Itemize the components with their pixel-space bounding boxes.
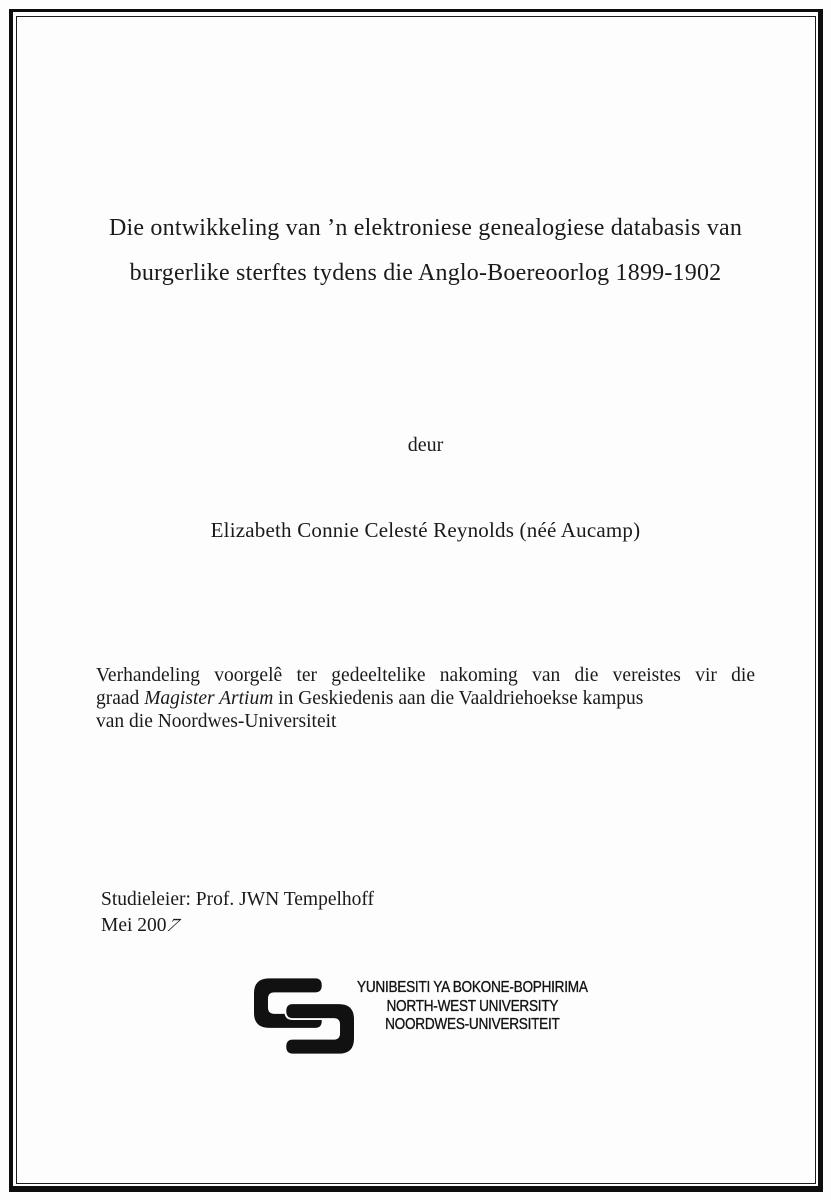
university-name-setswana: YUNIBESITI YA BOKONE-BOPHIRIMA bbox=[357, 979, 588, 996]
statement-line-2-post: in Geskiedenis aan die Vaaldriehoekse kampus bbox=[278, 688, 644, 709]
author-name: Elizabeth Connie Celesté Reynolds (néé Aucamp) bbox=[210, 518, 641, 542]
thesis-statement bbox=[96, 664, 755, 733]
degree-name-italic: Magister Artium bbox=[144, 688, 274, 709]
supervisor-block bbox=[101, 887, 755, 939]
thesis-title-line-1: Die ontwikkeling van ’n elektroniese genealogiese databasis van bbox=[108, 215, 743, 241]
statement-line-3: van die Noordwes-Universiteit bbox=[96, 711, 337, 732]
nwu-chain-links-icon bbox=[254, 978, 354, 1054]
university-name-english: NORTH-WEST UNIVERSITY bbox=[386, 997, 559, 1015]
date-prefix: Mei 200 bbox=[101, 915, 167, 936]
statement-line-2-pre: graad bbox=[96, 688, 140, 709]
thesis-title bbox=[96, 206, 755, 296]
page-content bbox=[16, 16, 815, 1184]
statement-line-1: Verhandeling voorgelê ter gedeeltelike nakoming van die vereistes vir die bbox=[96, 665, 755, 686]
date-last-digit: 7 bbox=[162, 915, 184, 936]
university-name-block bbox=[357, 979, 588, 1035]
statement-line-2 bbox=[96, 687, 755, 710]
byline-label: deur bbox=[407, 434, 444, 456]
university-logo bbox=[254, 978, 755, 1054]
date-line bbox=[101, 913, 755, 939]
thesis-title-line-2: burgerlike sterftes tydens die Anglo-Boereoorlog 1899-1902 bbox=[129, 260, 722, 286]
university-name-afrikaans: NOORDWES-UNIVERSITEIT bbox=[385, 1016, 560, 1033]
supervisor-line: Studieleier: Prof. JWN Tempelhoff bbox=[101, 889, 375, 910]
